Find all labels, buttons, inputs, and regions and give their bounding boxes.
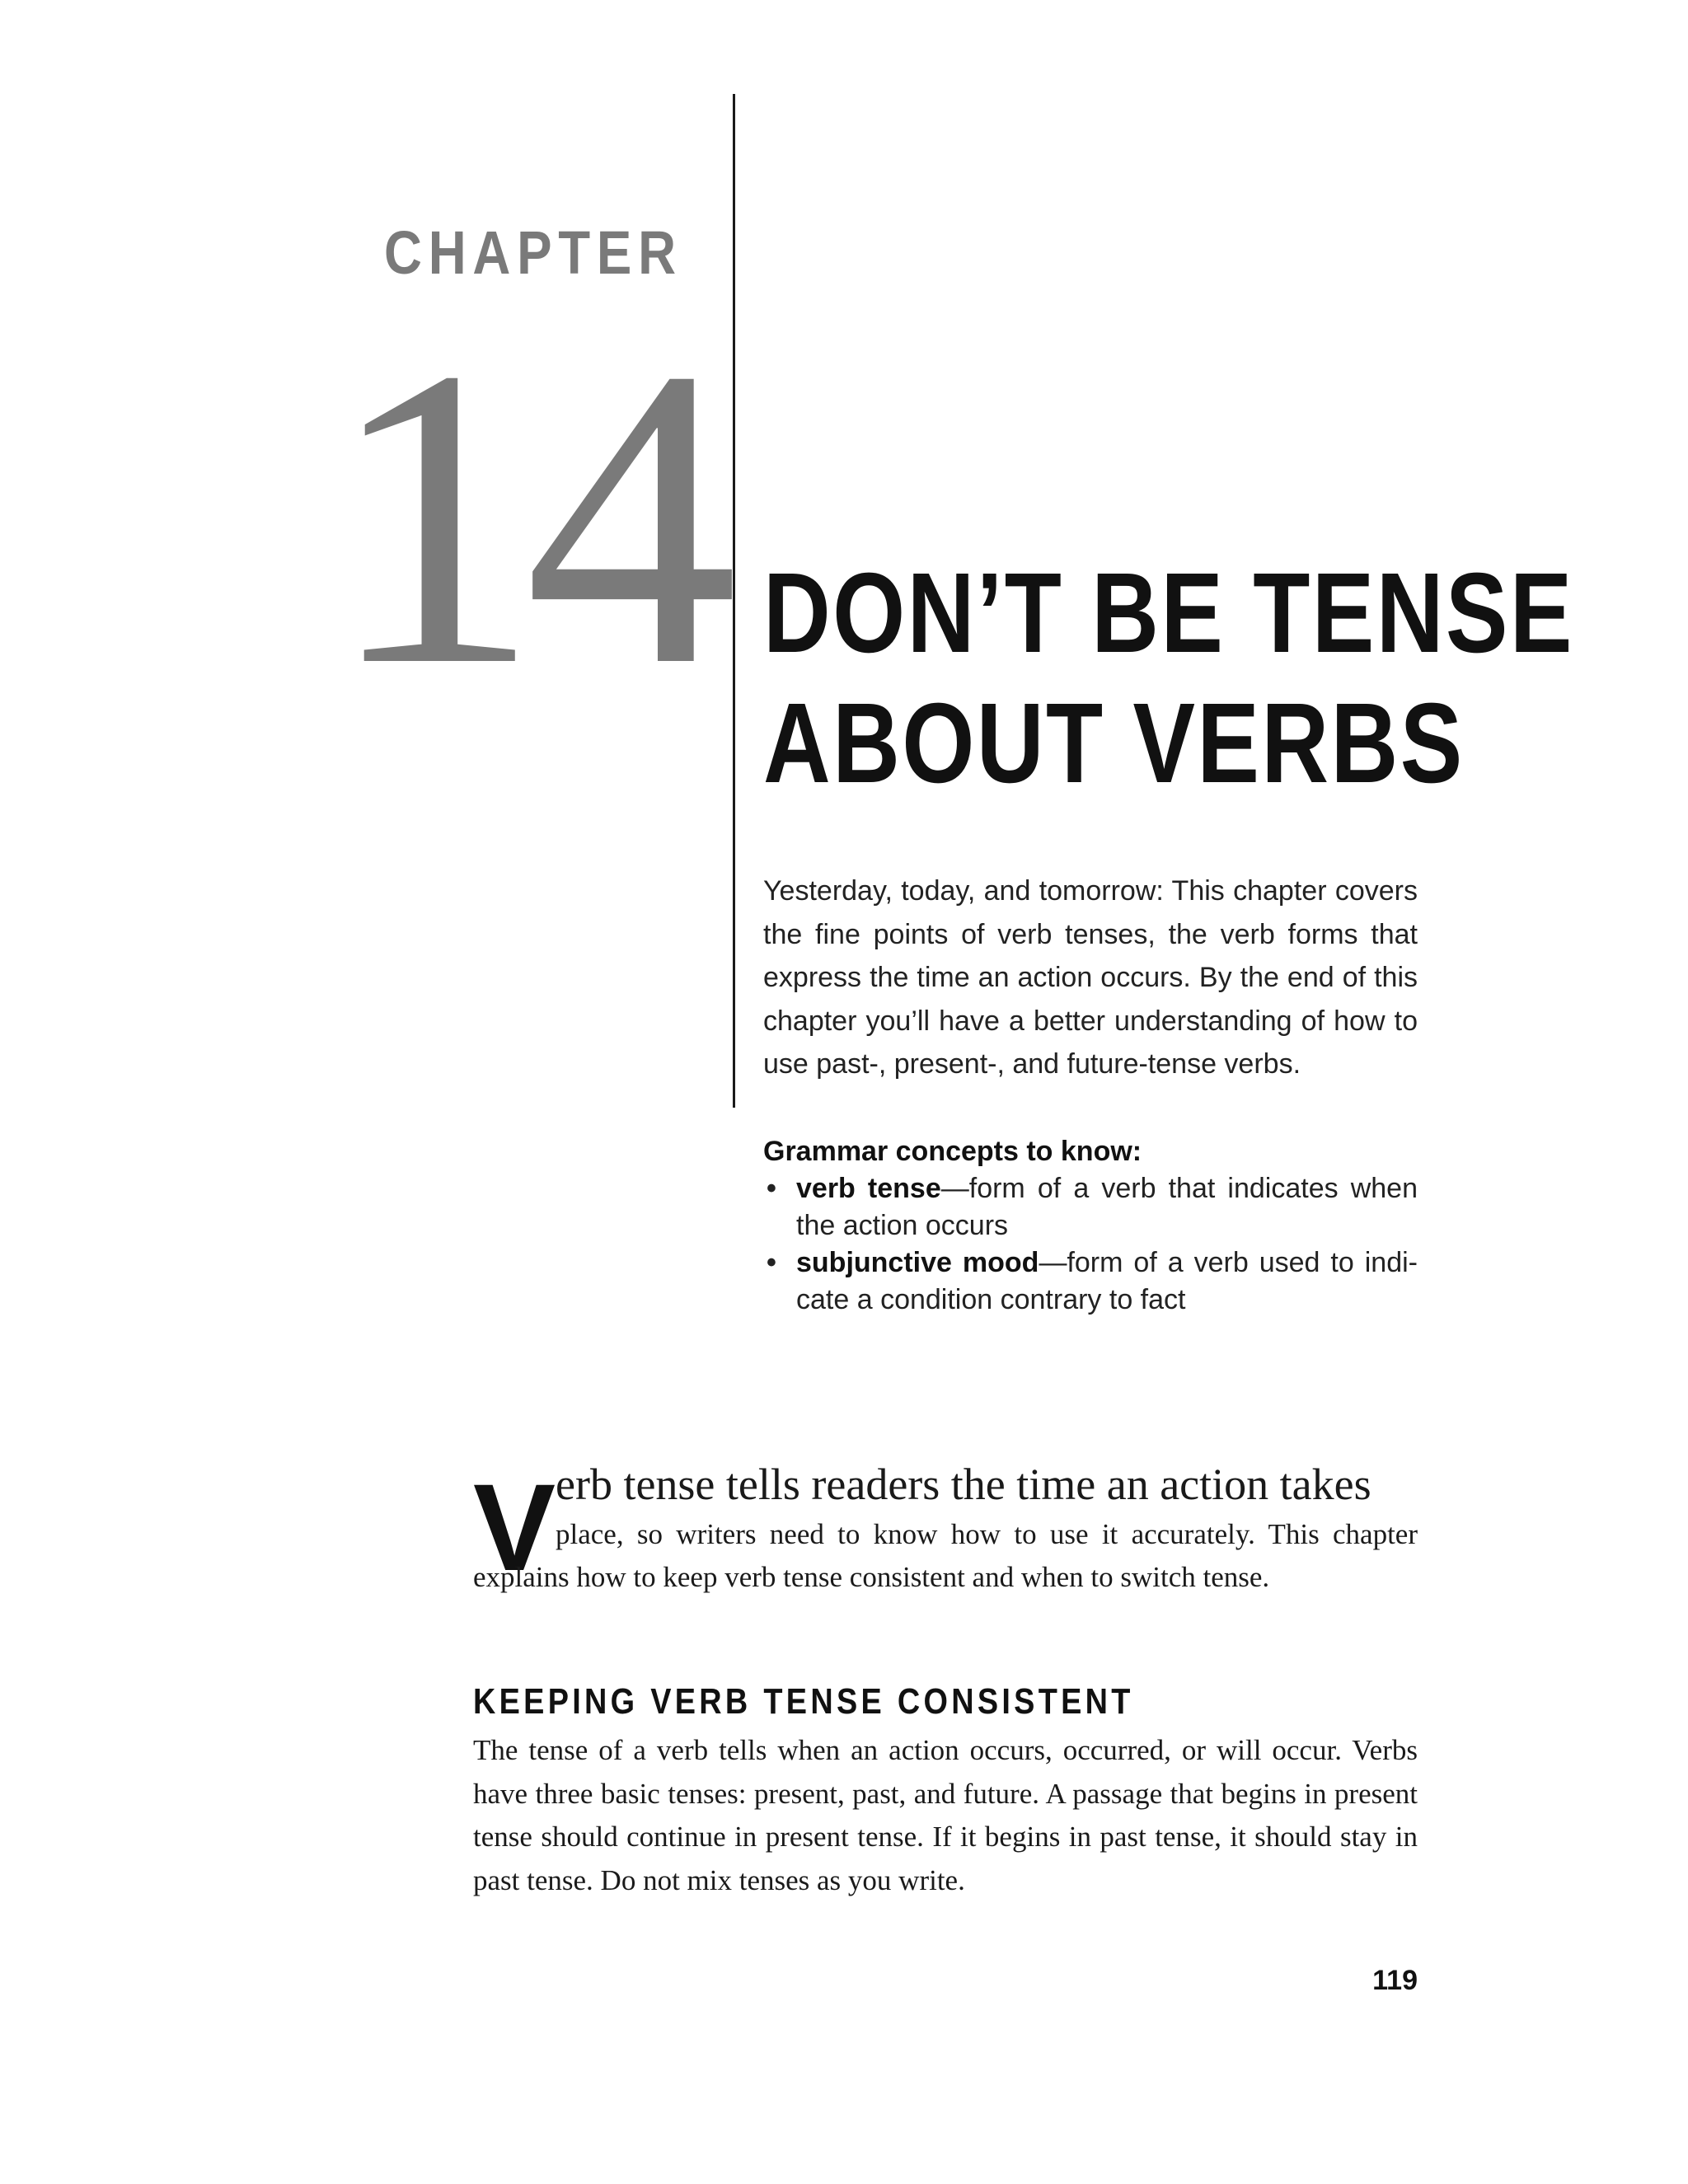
lead-line-1: erb tense tells readers the time an action takes	[556, 1460, 1372, 1509]
chapter-number: 14	[326, 280, 722, 754]
list-item	[763, 1244, 1418, 1319]
lead-line-2: place, so writers need to know how to use it accurately. This chapter	[556, 1518, 1418, 1550]
drop-cap: V	[473, 1458, 556, 1596]
list-item	[763, 1170, 1418, 1244]
grammar-concepts-box	[763, 1133, 1418, 1319]
page-number: 119	[1372, 1965, 1418, 1996]
chapter-title	[763, 548, 1574, 808]
grammar-concepts-heading: Grammar concepts to know:	[763, 1136, 1142, 1167]
concept-definition: —form of a verb that indicates when the action occurs	[796, 1173, 1418, 1241]
grammar-concepts-list	[763, 1170, 1418, 1319]
vertical-divider	[733, 94, 735, 1108]
bullet-icon: •	[767, 1247, 776, 1278]
chapter-label: CHAPTER	[384, 218, 682, 287]
concept-definition: —form of a verb used to indicate a condition contrary to fact	[796, 1247, 1418, 1315]
section-heading: KEEPING VERB TENSE CONSISTENT	[473, 1681, 1134, 1722]
concept-term: subjunctive mood	[796, 1247, 1039, 1278]
chapter-title-line-1: DON’T BE TENSE	[763, 550, 1574, 677]
bullet-icon: •	[767, 1173, 776, 1204]
concept-term: verb tense	[796, 1173, 941, 1204]
section-body: The tense of a verb tells when an action occurs, occurred, or will occur. Verbs have three basic tenses: present, past, and future. A passage that begins in present tense should continue in present tense. If it begins in past tense, it should stay in past tense. Do not mix tenses as you write.	[473, 1734, 1418, 1896]
lead-line-3: explains how to keep verb tense consistent and when to switch tense.	[473, 1561, 1270, 1593]
chapter-intro: Yesterday, today, and tomorrow: This chapter covers the fine points of verb tenses, the verb forms that express the time an action occurs. By the end of this chapter you’ll have a better understanding of how to use past-, present-, and future-tense verbs.	[763, 875, 1418, 1080]
chapter-title-line-2: ABOUT VERBS	[763, 680, 1465, 807]
